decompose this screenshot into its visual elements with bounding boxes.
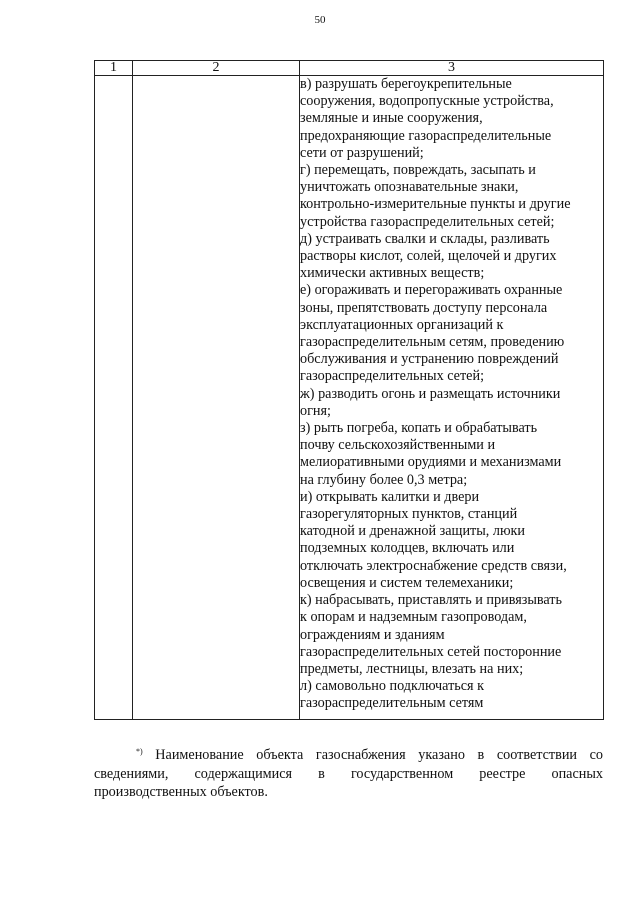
column-3-cell [300,76,604,720]
table-header-row [95,61,604,76]
list-item: е) огораживать и перегораживать охранные зоны, препятствовать доступу персонала эксплуатационных организаций к газораспределительным сетям, проведению обслуживания и устранению повреждений газораспределительных сетей; [300,282,565,385]
list-item: г) перемещать, повреждать, засыпать и уничтожать опознавательные знаки, контрольно-измерительные пункты и другие устройства газораспределительных сетей; [300,162,571,230]
column-header-3: 3 [300,61,604,76]
requirements-table [94,60,604,720]
footnote-marker: *) [136,747,143,756]
footnote-text: Наименование объекта газоснабжения указано в соответствии со сведениями, содержащимися в государственном реестре опасных производственных объектов. [94,747,604,800]
column-2-cell [133,76,300,720]
list-item: к) набрасывать, приставлять и привязывать к опорам и надземным газопроводам, ограждениям и зданиям газораспределительных сетей посторонние предметы, лестницы, влезать на них; [300,592,562,677]
list-item: л) самовольно подключаться к газораспределительным сетям [300,678,485,712]
column-1-cell [95,76,133,720]
footnote [94,746,603,802]
list-item: ж) разводить огонь и размещать источники огня; [300,385,561,419]
list-item: и) открывать калитки и двери газорегуляторных пунктов, станций катодной и дренажной защиты, люки подземных колодцев, включать или отключать электроснабжение средств связи, освещения и систем телемеханики; [300,488,567,591]
list-item: д) устраивать свалки и склады, разливать растворы кислот, солей, щелочей и других химически активных веществ; [300,230,557,282]
list-item: в) разрушать берегоукрепительные сооружения, водопропускные устройства, земляные и иные сооружения, предохраняющие газораспределительные сети от разрушений; [300,76,554,161]
column-header-1: 1 [95,61,133,76]
list-item: з) рыть погреба, копать и обрабатывать почву сельскохозяйственными и мелиоративными орудиями и механизмами на глубину более 0,3 метра; [300,420,562,488]
column-header-2: 2 [133,61,300,76]
table-row [95,76,604,720]
page-number: 50 [314,14,326,26]
